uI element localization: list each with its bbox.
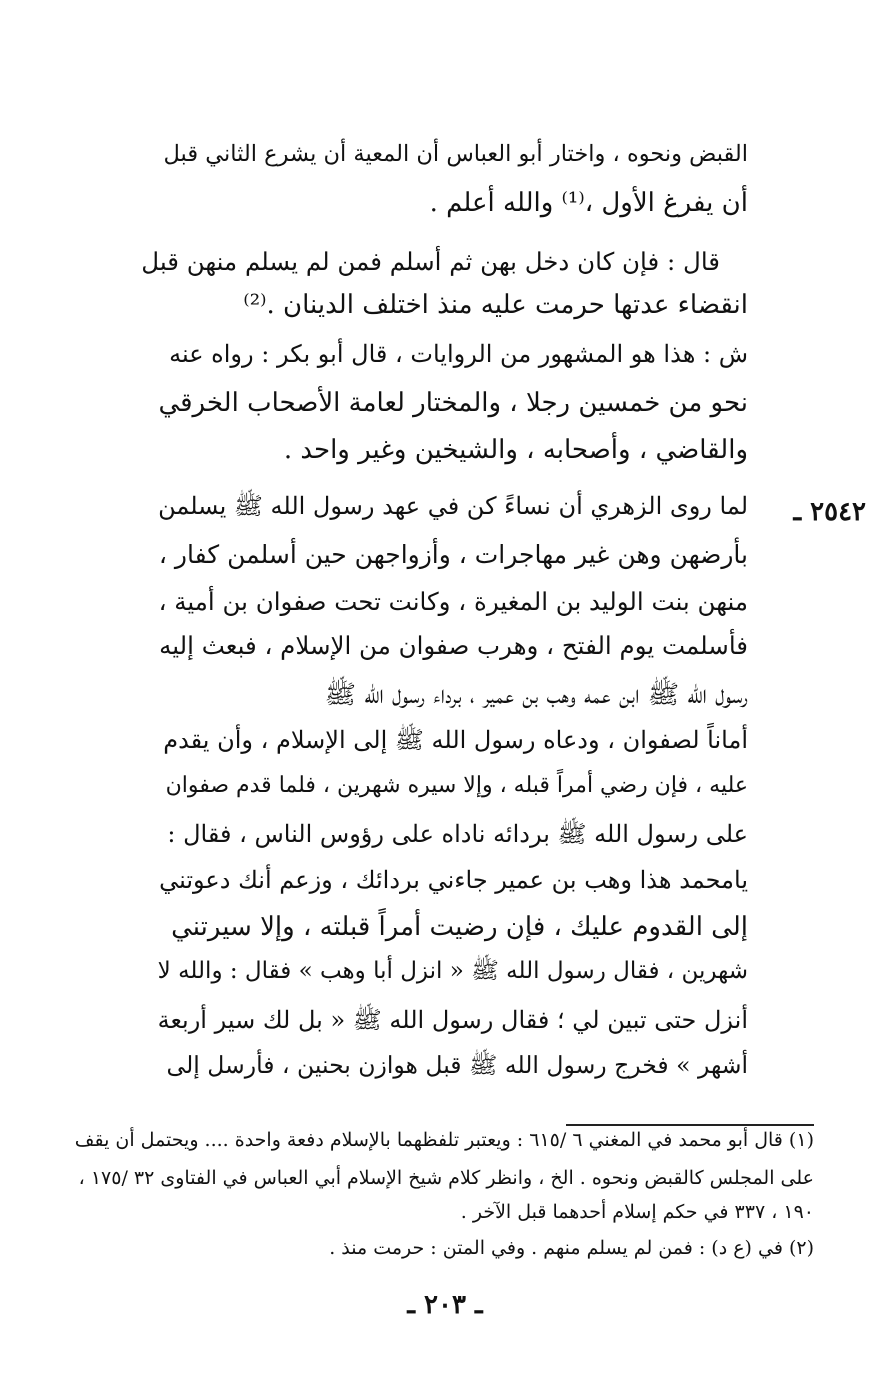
- footnote-line: (٢) في (ع د) : فمن لم يسلم منهم . وفي المتن : حرمت منذ .: [329, 1237, 814, 1259]
- text-line: انقضاء عدتها حرمت عليه منذ اختلف الدينان .⁽²⁾: [243, 290, 748, 320]
- text-line: بأرضهن وهن غير مهاجرات ، وأزواجهن حين أسلمن كفار ،: [158, 540, 748, 569]
- text-line: فأسلمت يوم الفتح ، وهرب صفوان من الإسلام ، فبعث إليه: [159, 631, 748, 660]
- text-line: قال : فإن كان دخل بهن ثم أسلم فمن لم يسلم منهن قبل: [141, 247, 720, 276]
- text-line: والقاضي ، وأصحابه ، والشيخين وغير واحد .: [283, 435, 748, 465]
- text-line: منهن بنت الوليد بن المغيرة ، وكانت تحت صفوان بن أمية ،: [158, 587, 748, 616]
- footnote-line: على المجلس كالقبض ونحوه . الخ ، وانظر كلام شيخ الإسلام أبي العباس في الفتاوى ٣٢ /١٧٥ ،: [78, 1167, 814, 1189]
- text-line: نحو من خمسين رجلا ، والمختار لعامة الأصحاب الخرقي: [158, 388, 748, 418]
- footnote-divider: [566, 1124, 814, 1126]
- text-line: أن يفرغ الأول ،⁽¹⁾ والله أعلم .: [429, 188, 748, 218]
- page-number: ـ ٢٠٣ ـ: [407, 1290, 483, 1320]
- footnote-line: (١) قال أبو محمد في المغني ٦ /٦١٥ : ويعتبر تلفظهما بالإسلام دفعة واحدة .... ويحتمل أن يقف: [74, 1129, 814, 1151]
- text-line: رسول الله ﷺ ابن عمه وهب بن عمير ، برداء رسول الله ﷺ: [324, 680, 748, 710]
- text-line: أماناً لصفوان ، ودعاه رسول الله ﷺ إلى الإسلام ، وأن يقدم: [163, 726, 748, 754]
- footnote-line: ١٩٠ ، ٣٣٧ في حكم إسلام أحدهما قبل الآخر .: [460, 1201, 814, 1223]
- text-line: لما روى الزهري أن نساءً كن في عهد رسول الله ﷺ يسلمن: [158, 492, 748, 520]
- hadith-number: ٢٥٤٢ ـ: [793, 497, 866, 527]
- text-line: ش : هذا هو المشهور من الروايات ، قال أبو بكر : رواه عنه: [169, 340, 748, 368]
- text-line: عليه ، فإن رضي أمراً قبله ، وإلا سيره شهرين ، فلما قدم صفوان: [165, 773, 748, 798]
- text-line: أنزل حتى تبين لي ؛ فقال رسول الله ﷺ « بل لك سير أربعة: [157, 1006, 748, 1034]
- text-line: إلى القدوم عليك ، فإن رضيت أمراً قبلته ، وإلا سيرتني: [171, 912, 748, 942]
- text-line: يامحمد هذا وهب بن عمير جاءني بردائك ، وزعم أنك دعوتني: [159, 866, 748, 894]
- text-line: أشهر » فخرج رسول الله ﷺ قبل هوازن بحنين ، فأرسل إلى: [166, 1051, 748, 1079]
- text-line: القبض ونحوه ، واختار أبو العباس أن المعية أن يشرع الثاني قبل: [163, 141, 748, 167]
- text-line: شهرين ، فقال رسول الله ﷺ « انزل أبا وهب » فقال : والله لا: [157, 958, 748, 984]
- text-line: على رسول الله ﷺ بردائه ناداه على رؤوس الناس ، فقال :: [167, 820, 748, 848]
